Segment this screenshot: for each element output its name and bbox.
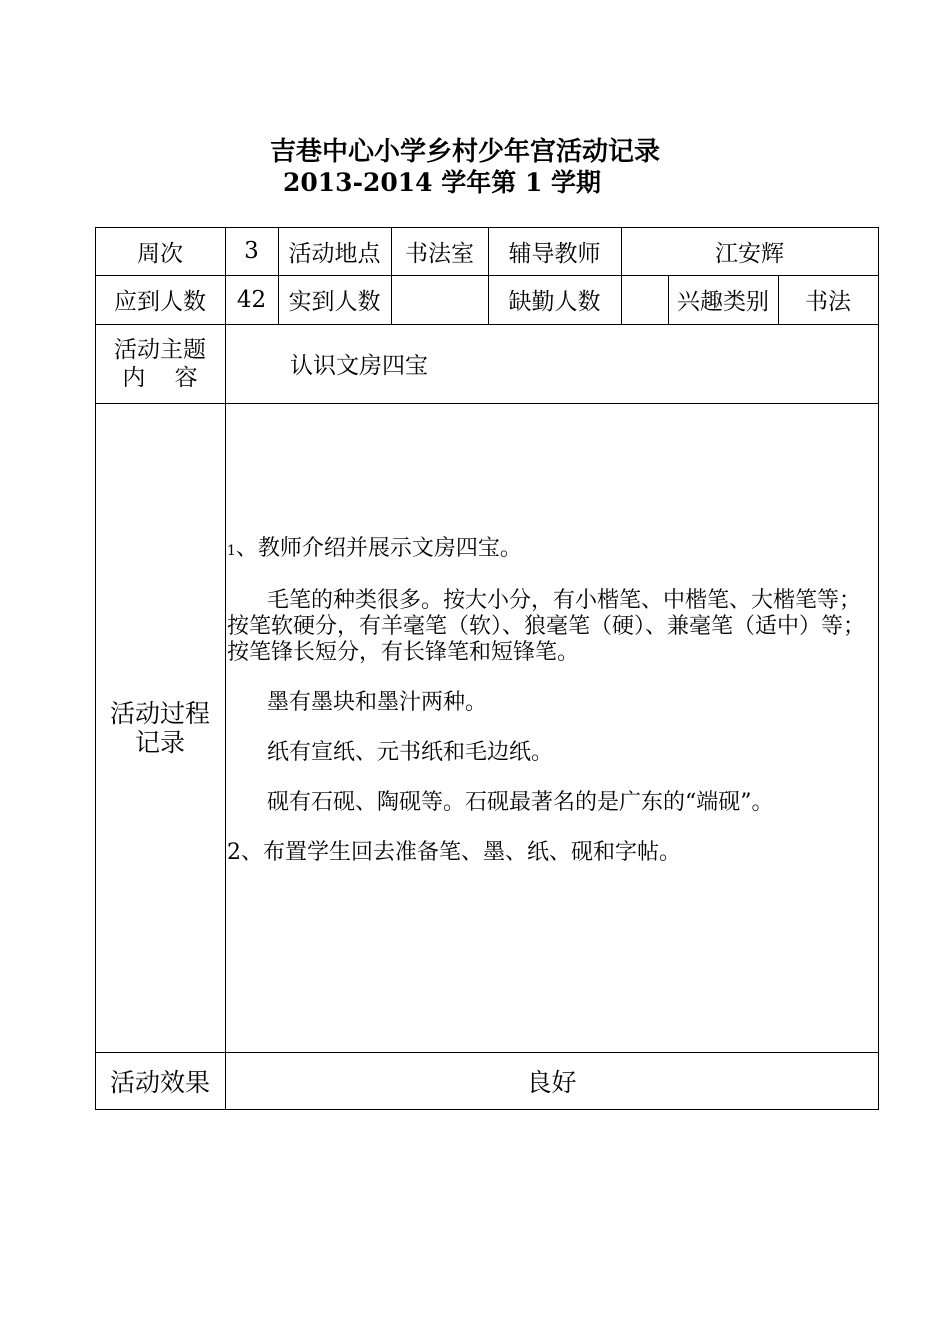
- table-border-bottom: [95, 1109, 879, 1110]
- absent-count-value: [621, 275, 668, 324]
- theme-label: [95, 324, 225, 403]
- theme-value: 认识文房四宝: [290, 353, 428, 379]
- process-label: [95, 403, 225, 1052]
- process-paragraph-ink: 墨有墨块和墨汁两种。: [267, 690, 488, 715]
- week-label: 周次: [137, 240, 183, 267]
- teacher-label: 辅导教师: [508, 240, 601, 267]
- process-item-1-text: 、教师介绍并展示文房四宝。: [235, 536, 522, 561]
- document-title: 吉巷中心小学乡村少年宫活动记录: [270, 137, 661, 167]
- actual-count-label: 实到人数: [288, 289, 381, 315]
- effect-label: 活动效果: [109, 1067, 210, 1097]
- process-content: [227, 536, 879, 890]
- process-label-line2: 记录: [134, 727, 185, 757]
- absent-count-label: 缺勤人数: [508, 289, 601, 315]
- week-value: 3: [244, 238, 259, 264]
- process-item-2: 2、布置学生回去准备笔、墨、纸、砚和字帖。: [227, 840, 681, 865]
- process-paragraph-inkstone: 砚有石砚、陶砚等。石砚最著名的是广东的“端砚”。: [267, 790, 774, 815]
- effect-value: 良好: [526, 1067, 577, 1097]
- document-subtitle: 2013-2014 学年第 1 学期: [283, 168, 602, 197]
- process-item-1: [227, 536, 879, 564]
- theme-label-line1: 活动主题: [114, 336, 206, 363]
- process-paragraph-paper: 纸有宣纸、元书纸和毛边纸。: [267, 740, 554, 765]
- expected-count-value: 42: [236, 286, 267, 313]
- process-paragraph-brush: 毛笔的种类很多。按大小分，有小楷笔、中楷笔、大楷笔等；按笔软硬分，有羊毫笔（软）、狼毫笔（硬）、兼毫笔（适中）等；按笔锋长短分，有长锋笔和短锋笔。: [227, 588, 866, 665]
- theme-label-line2: 内 容: [122, 364, 198, 391]
- expected-count-label: 应到人数: [114, 289, 206, 315]
- location-value: 书法室: [405, 240, 474, 267]
- teacher-value: 江安辉: [715, 240, 784, 267]
- category-value: 书法: [805, 289, 851, 315]
- actual-count-value: [391, 275, 488, 324]
- process-item-1-number: 1: [227, 543, 236, 559]
- location-label: 活动地点: [288, 240, 381, 267]
- table-rule: [225, 227, 226, 1110]
- process-label-line1: 活动过程: [109, 698, 210, 728]
- category-label: 兴趣类别: [677, 289, 769, 315]
